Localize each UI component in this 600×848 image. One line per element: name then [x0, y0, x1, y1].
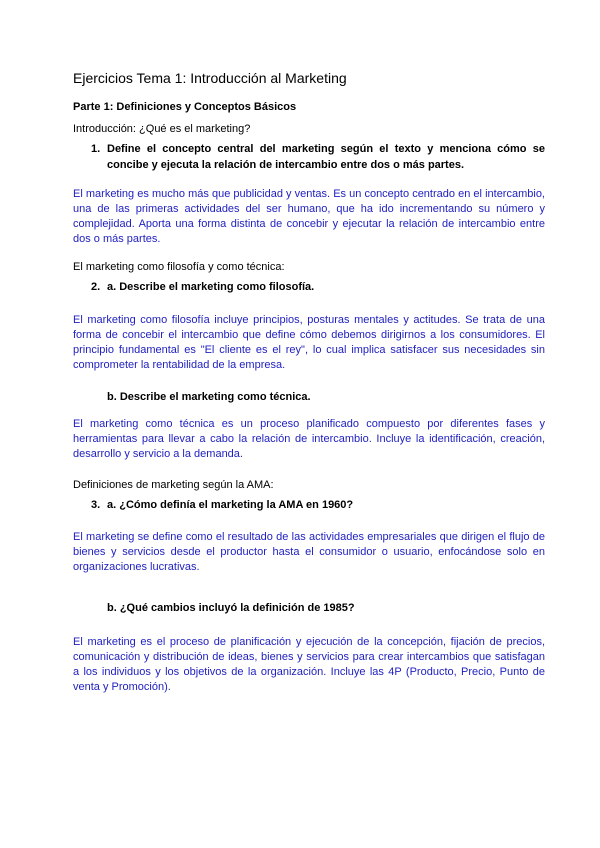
section-philosophy-technique: El marketing como filosofía y como técnica: [73, 261, 285, 273]
question-1-number: 1. [91, 143, 101, 155]
answer-3a: El marketing se define como el resultado de las actividades empresariales que dirigen el flujo de bienes y servicios desde el productor hasta el consumidor o usuario, enfocándose solo en organizaciones lucrativas. [73, 531, 545, 573]
answer-3b: El marketing es el proceso de planificación y ejecución de la concepción, fijación de precios, comunicación y distribución de ideas, bienes y servicios para crear intercambios que satisfagan a los individuos y los objetivos de la organización. Incluye las 4P (Producto, Precio, Punto de venta y Promoción). [73, 636, 545, 693]
section-ama: Definiciones de marketing según la AMA: [73, 479, 274, 491]
document-title: Ejercicios Tema 1: Introducción al Marketing [73, 70, 347, 86]
question-1-text: Define el concepto central del marketing según el texto y menciona cómo se concibe y ejecuta la relación de intercambio entre dos o más partes. [107, 143, 545, 171]
answer-1: El marketing es mucho más que publicidad y ventas. Es un concepto centrado en el intercambio, una de las primeras actividades del ser humano, que ha ido incrementando su número y complejidad. Aporta una forma distinta de concebir y ejecutar la relación de intercambio entre dos o más partes. [73, 188, 545, 245]
question-2a-text: a. Describe el marketing como filosofía. [107, 281, 315, 293]
question-3b-text: b. ¿Qué cambios incluyó la definición de 1985? [107, 602, 355, 614]
part-heading: Parte 1: Definiciones y Conceptos Básicos [73, 101, 297, 113]
section-intro: Introducción: ¿Qué es el marketing? [73, 123, 251, 135]
question-2-number: 2. [91, 281, 101, 293]
answer-2b: El marketing como técnica es un proceso planificado compuesto por diferentes fases y herramientas para llevar a cabo la relación de intercambio. Incluye la identificación, creación, desarrollo y servicio a la demanda. [73, 418, 545, 460]
question-2b-text: b. Describe el marketing como técnica. [107, 391, 311, 403]
answer-2a: El marketing como filosofía incluye principios, posturas mentales y actitudes. Se trata de una forma de concebir el intercambio que define cómo debemos dirigirnos a los consumidores. El principio fundamental es "El cliente es el rey", lo cual implica satisfacer sus necesidades sin comprometer la rentabilidad de la empresa. [73, 314, 545, 371]
question-3-number: 3. [91, 499, 101, 511]
question-3a-text: a. ¿Cómo definía el marketing la AMA en 1960? [107, 499, 354, 511]
